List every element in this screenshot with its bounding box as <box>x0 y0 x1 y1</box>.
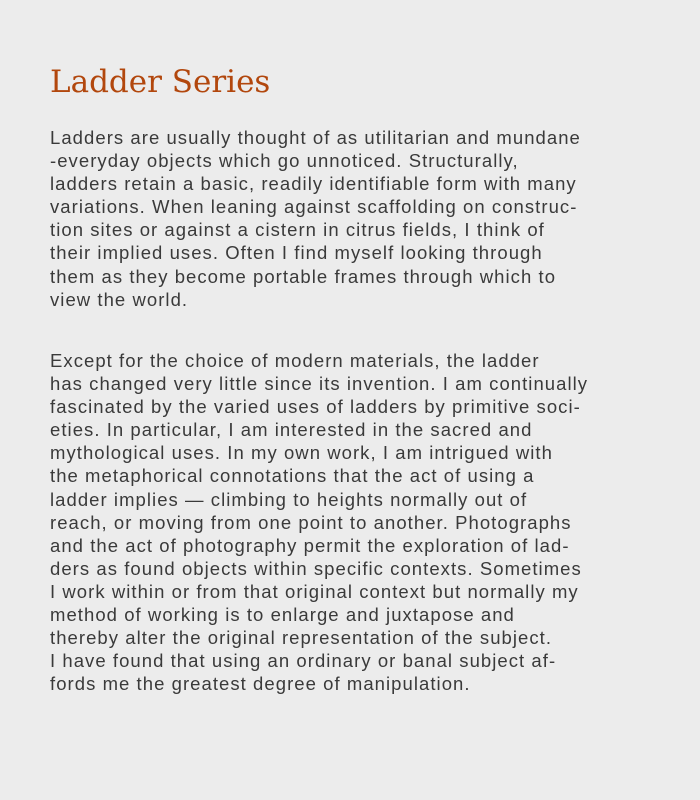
text-line: -everyday objects which go unnoticed. Structurally, <box>50 150 519 172</box>
text-line: ders as found objects within specific contexts. Sometimes <box>50 557 582 579</box>
paragraph-main <box>50 349 670 695</box>
text-line: I have found that using an ordinary or banal subject af- <box>50 650 557 672</box>
text-line: reach, or moving from one point to another. Photographs <box>50 511 572 533</box>
page-title: Ladder Series <box>50 64 271 100</box>
text-line: has changed very little since its invention. I am continually <box>50 373 589 395</box>
text-line: mythological uses. In my own work, I am intrigued with <box>50 442 553 464</box>
text-line: ladder implies — climbing to heights normally out of <box>50 488 528 510</box>
text-line: them as they become portable frames through which to <box>50 265 557 287</box>
text-line: and the act of photography permit the exploration of lad- <box>50 534 570 556</box>
text-line: fascinated by the varied uses of ladders by primitive soci- <box>50 396 581 418</box>
text-line: their implied uses. Often I find myself looking through <box>50 242 543 264</box>
text-line: fords me the greatest degree of manipulation. <box>50 673 471 695</box>
text-line: the metaphorical connotations that the act of using a <box>50 465 535 487</box>
text-line: view the world. <box>50 288 189 310</box>
text-line: method of working is to enlarge and juxtapose and <box>50 604 515 626</box>
text-line: eties. In particular, I am interested in the sacred and <box>50 419 533 441</box>
text-line: Except for the choice of modern materials, the ladder <box>50 350 540 371</box>
text-line: thereby alter the original representation of the subject. <box>50 627 553 649</box>
text-line: tion sites or against a cistern in citrus fields, I think of <box>50 219 545 241</box>
text-line: ladders retain a basic, readily identifiable form with many <box>50 173 577 195</box>
paragraph-intro <box>50 126 670 311</box>
text-line: Ladders are usually thought of as utilitarian and mundane <box>50 127 581 148</box>
text-line: variations. When leaning against scaffolding on construc- <box>50 196 578 218</box>
text-line: I work within or from that original context but normally my <box>50 580 579 602</box>
